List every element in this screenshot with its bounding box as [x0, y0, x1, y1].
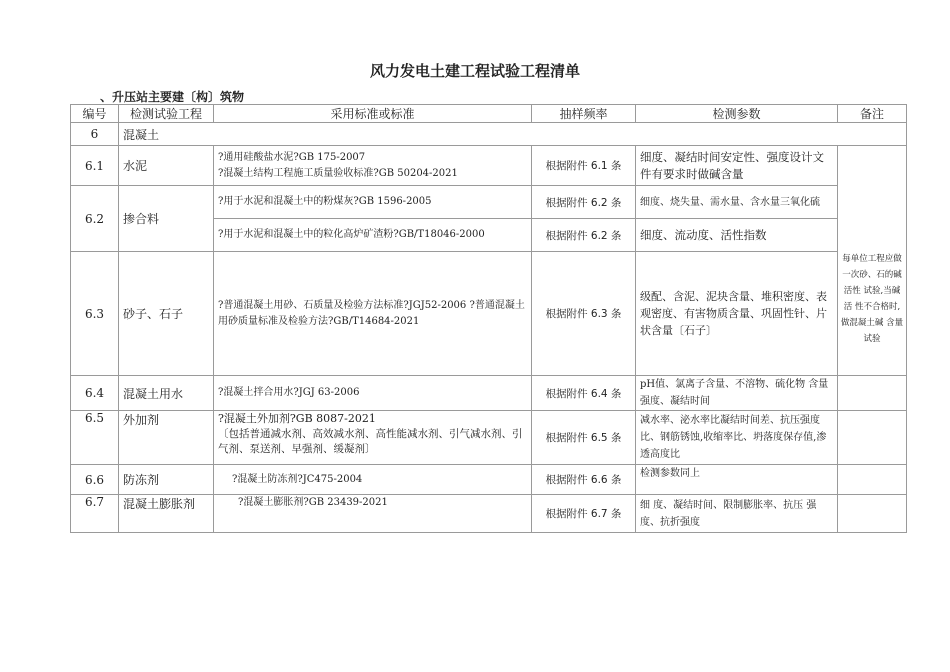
table-row — [71, 123, 907, 146]
row-frequency: 根据附件 6.1 条 — [532, 146, 636, 186]
section-heading: 、升压站主要建〔构〕筑物 — [100, 90, 245, 104]
row-name: 混凝土用水 — [119, 376, 214, 411]
table-row — [71, 252, 907, 376]
row-params: 级配、含泥、泥块含量、堆积密度、表观密度、有害物质含量、巩固性针、片状含量〔石子〕 — [636, 252, 838, 376]
row-frequency: 根据附件 6.5 条 — [532, 411, 636, 465]
row-params: 细 度、凝结时间、限制膨胀率、抗压 强度、抗折强度 — [636, 495, 838, 533]
row-num: 6.5 — [71, 411, 119, 465]
row-params: 检测参数同上 — [636, 465, 838, 495]
table-row — [71, 495, 907, 533]
row-params: 细度、凝结时间安定性、强度设计文件有要求时做碱含量 — [636, 146, 838, 186]
group-name: 混凝土 — [119, 123, 907, 146]
table-row — [71, 465, 907, 495]
standard-line: ?混凝土结构工程施工质量验收标准?GB 50204-2021 — [218, 167, 458, 179]
table-row — [71, 376, 907, 411]
table-row — [71, 411, 907, 465]
row-num: 6.2 — [71, 186, 119, 252]
row-frequency: 根据附件 6.7 条 — [532, 495, 636, 533]
row-num: 6.1 — [71, 146, 119, 186]
header-remark: 备注 — [838, 105, 907, 123]
row-standard: ?混凝土防冻剂?JC475-2004 — [214, 465, 532, 495]
table-row — [71, 146, 907, 186]
test-items-table — [70, 104, 907, 533]
row-name: 混凝土膨胀剂 — [119, 495, 214, 533]
remark-empty — [838, 495, 907, 533]
row-params: 细度、流动度、活性指数 — [636, 219, 838, 252]
row-name: 外加剂 — [119, 411, 214, 465]
remark-note: 每单位工程应做一次砂、石的碱活性 试验,当碱活 性不合格时,做混凝土碱 含量试验 — [840, 254, 904, 344]
table-header-row — [71, 105, 907, 123]
row-standard: ?混凝土膨胀剂?GB 23439-2021 — [214, 495, 532, 533]
row-name: 砂子、石子 — [119, 252, 214, 376]
row-params: 减水率、泌水率比凝结时间差、抗压强度比、钢筋锈蚀,收缩率比、坍落度保存值,渗透高度比 — [636, 411, 838, 465]
row-frequency: 根据附件 6.6 条 — [532, 465, 636, 495]
row-standard: ?普通混凝土用砂、石质量及检验方法标准?JGJ52-2006 ?普通混凝土用砂质量标准及检验方法?GB/T14684-2021 — [214, 252, 532, 376]
header-standard: 采用标准或标准 — [214, 105, 532, 123]
row-standard: ?用于水泥和混凝土中的粒化高炉矿渣粉?GB/T18046-2000 — [214, 219, 532, 252]
row-frequency: 根据附件 6.4 条 — [532, 376, 636, 411]
remark-cell — [838, 146, 907, 376]
standard-line: 〔包括普通减水剂、高效减水剂、高性能减水剂、引气减水剂、引气剂、泵送剂、早强剂、缓凝剂〕 — [218, 428, 523, 455]
row-num: 6.4 — [71, 376, 119, 411]
row-standard — [214, 146, 532, 186]
row-name: 掺合料 — [119, 186, 214, 252]
row-frequency: 根据附件 6.3 条 — [532, 252, 636, 376]
standard-line: ?通用硅酸盐水泥?GB 175-2007 — [218, 151, 366, 163]
header-item: 检测试验工程 — [119, 105, 214, 123]
header-num: 编号 — [71, 105, 119, 123]
header-frequency: 抽样频率 — [532, 105, 636, 123]
row-frequency: 根据附件 6.2 条 — [532, 219, 636, 252]
row-standard: ?用于水泥和混凝土中的粉煤灰?GB 1596-2005 — [214, 186, 532, 219]
row-num: 6.7 — [71, 495, 119, 533]
standard-line: ?混凝土外加剂?GB 8087-2021 — [218, 412, 376, 425]
remark-empty — [838, 465, 907, 495]
row-params: 细度、烧失量、需水量、含水量三氧化硫 — [636, 186, 838, 219]
row-name: 防冻剂 — [119, 465, 214, 495]
header-params: 检测参数 — [636, 105, 838, 123]
row-standard — [214, 411, 532, 465]
group-num: 6 — [71, 123, 119, 146]
table-row — [71, 186, 907, 219]
remark-empty — [838, 411, 907, 465]
document-title: 风力发电土建工程试验工程清单 — [369, 62, 580, 80]
row-standard: ?混凝土拌合用水?JGJ 63-2006 — [214, 376, 532, 411]
remark-empty — [838, 376, 907, 411]
row-num: 6.6 — [71, 465, 119, 495]
row-num: 6.3 — [71, 252, 119, 376]
row-name: 水泥 — [119, 146, 214, 186]
row-frequency: 根据附件 6.2 条 — [532, 186, 636, 219]
row-params: pH值、氯离子含量、不溶物、硫化物 含量强度、凝结时间 — [636, 376, 838, 411]
